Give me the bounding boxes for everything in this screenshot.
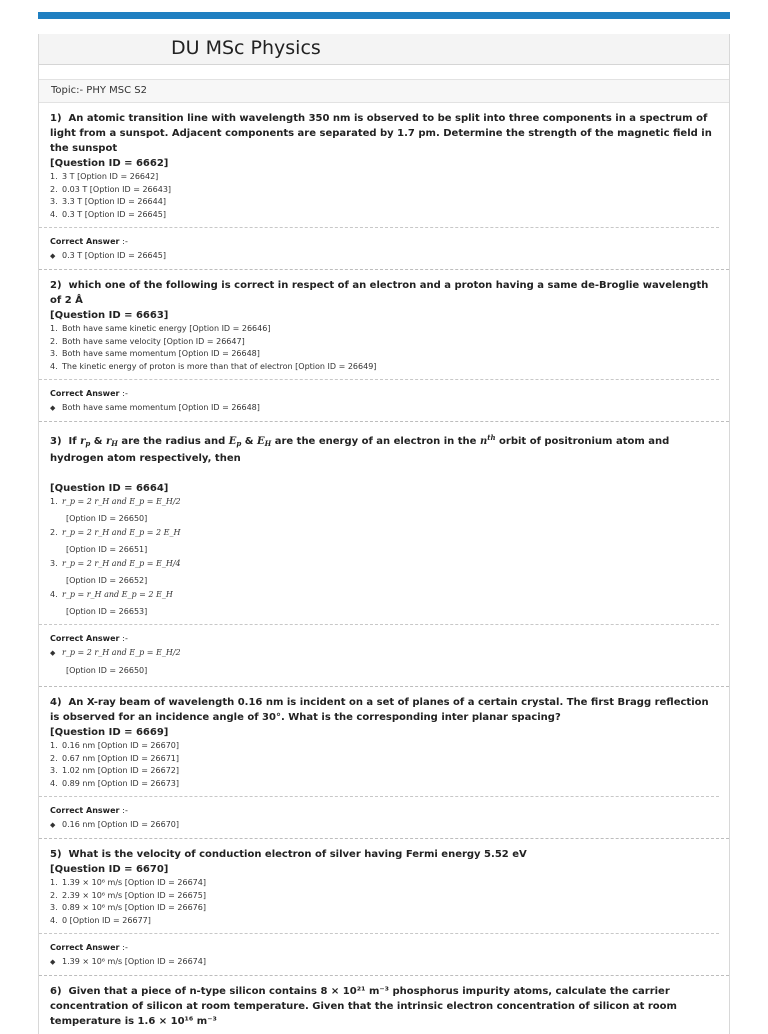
option-item: 3. r_p = 2 r_H and E_p = E_H/4 [Option ID = 26652] <box>50 559 181 585</box>
option-item: 1. r_p = 2 r_H and E_p = E_H/2 [Option ID = 26650] <box>50 497 181 523</box>
option-item: 4. r_p = r_H and E_p = 2 E_H [Option ID = 26653] <box>50 590 173 616</box>
option-item: 1. Both have same kinetic energy [Option ID = 26646] <box>50 324 271 333</box>
option-item: 1. 3 T [Option ID = 26642] <box>50 172 159 181</box>
question-1 <box>39 103 729 270</box>
correct-answer-label: Correct Answer :- <box>50 634 128 643</box>
topic-bar: Topic:- PHY MSC S2 <box>39 79 729 103</box>
question-text: 1) An atomic transition line with wavelength 350 nm is observed to be split into three components in a spectrum of light from a sunspot. Adjacent components are separated by 1.7 pm. Determine the strength of the magnetic field in the sunspot <box>50 113 712 154</box>
option-item: 3. 0.89 × 10⁶ m/s [Option ID = 26676] <box>50 903 206 912</box>
option-item: 2. 0.03 T [Option ID = 26643] <box>50 184 172 194</box>
option-item: 2. 0.67 nm [Option ID = 26671] <box>50 753 180 763</box>
question-6 <box>39 976 729 1029</box>
correct-answer-value: ◆ 0.16 nm [Option ID = 26670] <box>50 818 709 832</box>
correct-answer-label: Correct Answer :- <box>50 237 128 246</box>
bullet-icon: ◆ <box>50 821 56 829</box>
correct-answer-label: Correct Answer :- <box>50 943 128 952</box>
question-4 <box>39 687 729 839</box>
question-id: [Question ID = 6664] <box>50 483 169 494</box>
correct-answer-value: ◆ Both have same momentum [Option ID = 26648] <box>50 401 709 415</box>
correct-answer-block <box>39 624 719 686</box>
options-list <box>50 877 719 927</box>
bullet-icon: ◆ <box>50 958 56 966</box>
question-text: 5) What is the velocity of conduction electron of silver having Fermi energy 5.52 eV <box>50 849 527 860</box>
option-item: 4. 0 [Option ID = 26677] <box>50 915 151 925</box>
question-text: 2) which one of the following is correct in respect of an electron and a proton having a same de-Broglie wavelength of 2 Å <box>50 280 709 306</box>
correct-answer-label: Correct Answer :- <box>50 806 128 815</box>
options-list <box>50 323 719 373</box>
options-list <box>50 171 719 221</box>
correct-answer-value: ◆ 1.39 × 10⁶ m/s [Option ID = 26674] <box>50 955 709 969</box>
bullet-icon: ◆ <box>50 649 56 657</box>
option-item: 4. The kinetic energy of proton is more than that of electron [Option ID = 26649] <box>50 361 377 371</box>
bullet-icon: ◆ <box>50 404 56 412</box>
question-3 <box>39 422 729 687</box>
top-accent-bar <box>38 12 730 19</box>
options-list <box>50 740 719 790</box>
page-title: DU MSc Physics <box>171 37 321 59</box>
document-page <box>38 34 730 1034</box>
correct-answer-block <box>39 933 719 975</box>
question-text: 6) Given that a piece of n-type silicon contains 8 × 10²¹ m⁻³ phosphorus impurity atoms, calculate the carrier concentration of silicon at room temperature. Given that the intrinsic electron concentration of silicon at room temperature is 1.6 × 10¹⁶ m⁻³ <box>50 986 677 1027</box>
option-item: 1. 1.39 × 10⁶ m/s [Option ID = 26674] <box>50 878 206 887</box>
options-list <box>50 496 719 618</box>
question-id: [Question ID = 6662] <box>50 158 169 169</box>
bullet-icon: ◆ <box>50 252 56 260</box>
option-item: 2. 2.39 × 10⁶ m/s [Option ID = 26675] <box>50 890 206 900</box>
option-item: 1. 0.16 nm [Option ID = 26670] <box>50 741 180 750</box>
option-item: 4. 0.3 T [Option ID = 26645] <box>50 209 166 219</box>
option-item: 3. Both have same momentum [Option ID = 26648] <box>50 349 260 358</box>
question-text: 3) If $r_p$ & $r_H$ are the radius and $E_p$ & $E_H$ are the energy of an electron in the $n^{th}$ orbit of positronium atom and hydrogen atom respectively, then <box>50 433 670 464</box>
option-item: 3. 1.02 nm [Option ID = 26672] <box>50 766 180 775</box>
correct-answer-value: ◆ 0.3 T [Option ID = 26645] <box>50 249 709 263</box>
correct-answer-label: Correct Answer :- <box>50 389 128 398</box>
question-id: [Question ID = 6670] <box>50 864 169 875</box>
question-text: 4) An X-ray beam of wavelength 0.16 nm is incident on a set of planes of a certain crystal. The first Bragg reflection is observed for an incidence angle of 30°. What is the corresponding inter planar spacing? <box>50 697 709 723</box>
question-id: [Question ID = 6669] <box>50 727 169 738</box>
correct-answer-block <box>39 227 719 269</box>
option-item: 2. Both have same velocity [Option ID = 26647] <box>50 336 245 346</box>
question-id: [Question ID = 6663] <box>50 310 169 321</box>
option-item: 3. 3.3 T [Option ID = 26644] <box>50 197 166 206</box>
option-item: 2. r_p = 2 r_H and E_p = 2 E_H [Option ID = 26651] <box>50 528 181 554</box>
header <box>39 34 729 65</box>
option-item: 4. 0.89 nm [Option ID = 26673] <box>50 778 180 788</box>
correct-answer-block <box>39 379 719 421</box>
correct-answer-block <box>39 796 719 838</box>
correct-answer-value: ◆ r_p = 2 r_H and E_p = E_H/2 [Option ID = 26650] <box>50 648 181 675</box>
question-5 <box>39 839 729 976</box>
question-2 <box>39 270 729 422</box>
